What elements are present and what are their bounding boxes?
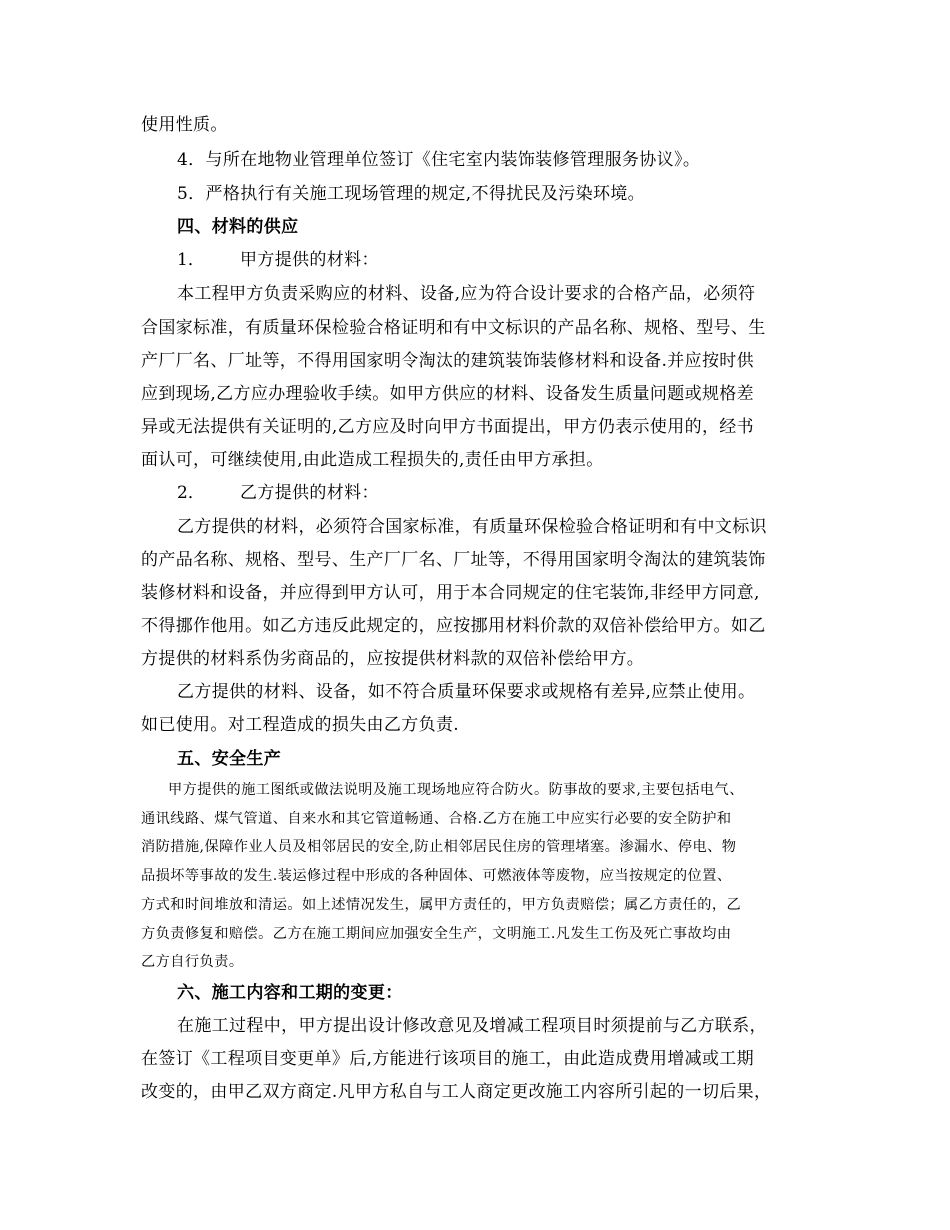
paragraph-line: 本工程甲方负责采购应的材料、设备,应为符合设计要求的合格产品，必须符 [177, 284, 756, 304]
paragraph-line: 产厂厂名、厂址等，不得用国家明令淘汰的建筑装饰装修材料和设备.并应按时供 [141, 351, 755, 371]
item-title-party-b-materials: 乙方提供的材料： [240, 483, 379, 503]
paragraph-line: 乙方提供的材料，必须符合国家标准，有质量环保检验合格证明和有中文标识 [177, 517, 767, 537]
paragraph-line: 异或无法提供有关证明的,乙方应及时向甲方书面提出，甲方仍表示使用的，经书 [141, 417, 755, 437]
paragraph-line: 的产品名称、规格、型号、生产厂厂名、厂址等，不得用国家明令淘汰的建筑装饰 [141, 550, 766, 570]
paragraph-line: 方负责修复和赔偿。乙方在施工期间应加强安全生产，文明施工.凡发生工伤及死亡事故均由 [141, 926, 732, 942]
paragraph-line: 合国家标准，有质量环保检验合格证明和有中文标识的产品名称、规格、型号、生 [141, 318, 766, 338]
paragraph-line: 品损坏等事故的发生.装运修过程中形成的各种固体、可燃液体等废物，应当按规定的位置、 [141, 868, 732, 884]
item-number: 2． [177, 483, 205, 503]
clause-5: 5．严格执行有关施工现场管理的规定,不得扰民及污染环境。 [177, 184, 646, 204]
paragraph-line: 装修材料和设备，并应得到甲方认可，用于本合同规定的住宅装饰,非经甲方同意, [141, 583, 760, 603]
paragraph-line: 面认可，可继续使用,由此造成工程损失的,责任由甲方承担。 [141, 450, 604, 470]
paragraph-line: 不得挪作他用。如乙方违反此规定的，应按挪用材料价款的双倍补偿给甲方。如乙 [141, 616, 766, 636]
item-number: 1． [177, 250, 205, 270]
clause-4: 4．与所在地物业管理单位签订《住宅室内装饰装修管理服务协议》。 [177, 150, 701, 170]
paragraph-line: 方式和时间堆放和清运。如上述情况发生，属甲方责任的，甲方负责赔偿；属乙方责任的，乙 [141, 897, 742, 913]
paragraph-line: 应到现场,乙方应办理验收手续。如甲方供应的材料、设备发生质量问题或规格差 [141, 384, 755, 404]
section-heading-safety: 五、安全生产 [177, 749, 282, 769]
paragraph-line: 甲方提供的施工图纸或做法说明及施工现场地应符合防火。防事故的要求,主要包括电气、 [168, 782, 744, 798]
paragraph-line: 改变的，由甲乙双方商定.凡甲方私自与工人商定更改施工内容所引起的一切后果， [141, 1082, 772, 1102]
paragraph-line: 使用性质。 [141, 115, 228, 135]
section-heading-materials: 四、材料的供应 [177, 217, 299, 237]
paragraph-line: 乙方自行负责。 [141, 954, 244, 970]
paragraph-line: 消防措施,保障作业人员及相邻居民的安全,防止相邻居民住房的管理堵塞。渗漏水、停电、物 [141, 839, 737, 855]
paragraph-line: 乙方提供的材料、设备，如不符合质量环保要求或规格有差异,应禁止使用。 [177, 682, 756, 702]
paragraph-line: 在施工过程中，甲方提出设计修改意见及增减工程项目时须提前与乙方联系， [177, 1016, 767, 1036]
section-heading-changes: 六、施工内容和工期的变更： [177, 983, 403, 1003]
paragraph-line: 方提供的材料系伪劣商品的，应按提供材料款的双倍补偿给甲方。 [141, 649, 645, 669]
paragraph-line: 如已使用。对工程造成的损失由乙方负责. [141, 715, 460, 735]
item-title-party-a-materials: 甲方提供的材料： [240, 250, 379, 270]
paragraph-line: 通讯线路、煤气管道、自来水和其它管道畅通、合格.乙方在施工中应实行必要的安全防护和 [141, 811, 732, 827]
paragraph-line: 在签订《工程项目变更单》后,方能进行该项目的施工，由此造成费用增减或工期 [141, 1049, 755, 1069]
